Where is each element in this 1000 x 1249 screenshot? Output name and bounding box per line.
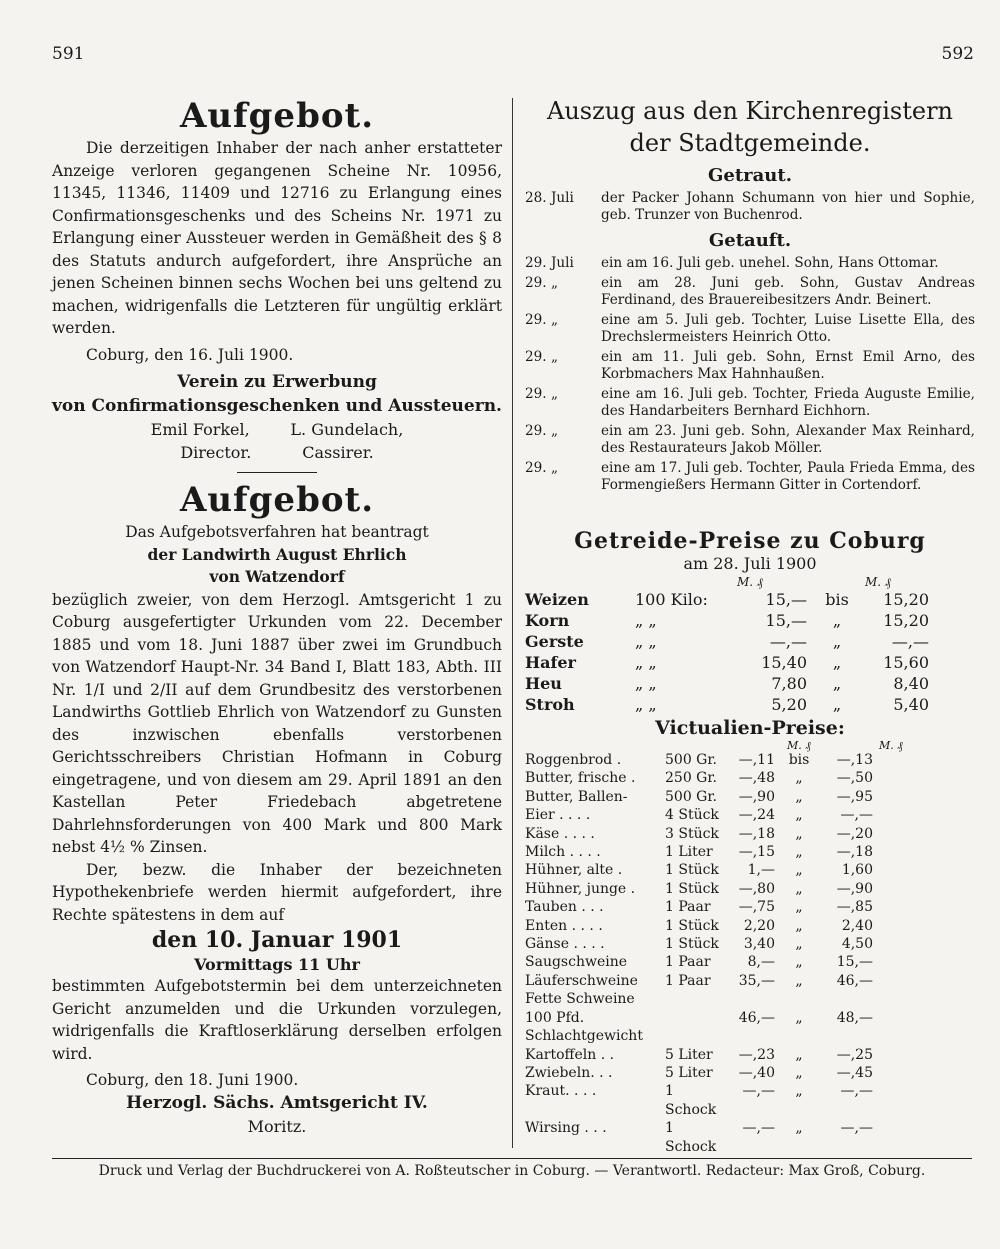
- grain-units-row: [525, 575, 975, 589]
- unit-label: M. ₰: [879, 739, 903, 752]
- item-name: Kraut. . . .: [525, 1083, 597, 1100]
- price-bis: „: [832, 632, 842, 651]
- victuals-row: [525, 843, 975, 861]
- price-from: —,23: [738, 1046, 775, 1063]
- entry-date: 29. „: [525, 423, 558, 439]
- item-name: Käse . . . .: [525, 825, 595, 842]
- price-to: 15,20: [883, 611, 929, 630]
- notice-title-2: Aufgebot.: [179, 480, 375, 520]
- price-from: —,90: [738, 788, 775, 805]
- victuals-row: [525, 751, 975, 769]
- unit-label: M. ₰: [737, 575, 763, 589]
- entry-text: ein am 28. Juni geb. Sohn, Gustav Andreas Ferdinand, des Brauereibesitzers Andr. Beinert.: [601, 275, 975, 308]
- baptism-entry: [525, 423, 975, 457]
- victuals-row: [525, 917, 975, 935]
- victuals-row: [525, 898, 975, 916]
- victuals-row: [525, 788, 975, 806]
- victuals-row: [525, 880, 975, 898]
- married-list: [525, 190, 975, 224]
- price-to: 8,40: [893, 674, 929, 693]
- baptism-entry: [525, 349, 975, 383]
- price-bis: „: [832, 611, 842, 630]
- price-to: 46,—: [836, 972, 873, 989]
- court-name: Herzogl. Sächs. Amtsgericht IV.: [126, 1092, 428, 1113]
- price-from: 15,40: [761, 653, 807, 672]
- item-name: Saugschweine: [525, 954, 628, 971]
- price-from: —,40: [738, 1064, 775, 1081]
- notice-2-request: Der, bezw. die Inhaber der bezeichneten Hypothekenbriefe werden hiermit aufgefordert, ihre Rechte spätestens in dem auf: [52, 860, 502, 924]
- item-name: Tauben . . .: [525, 899, 604, 916]
- price-to: 1,60: [841, 862, 873, 879]
- price-to: —,—: [840, 807, 873, 824]
- grain-row: [525, 652, 975, 673]
- price-from: 5,20: [771, 695, 807, 714]
- price-from: —,18: [738, 825, 775, 842]
- price-bis: bis: [788, 752, 810, 768]
- price-from: —,11: [738, 752, 775, 768]
- separator-rule: [237, 472, 317, 473]
- item-quantity: 250 Gr.: [665, 770, 717, 787]
- item-quantity: 1 Stück: [665, 936, 719, 953]
- price-to: —,—: [840, 1083, 873, 1100]
- association-name-2: von Confirmationsgeschenken und Aussteuern.: [52, 396, 502, 416]
- price-to: —,—: [840, 1120, 873, 1137]
- page-number-right: 592: [941, 44, 974, 64]
- price-bis: „: [795, 770, 803, 787]
- item-quantity: 1 Paar: [665, 972, 711, 989]
- entry-date: 29. „: [525, 349, 558, 365]
- registry-title-1: Auszug aus den Kirchenregistern: [546, 97, 953, 125]
- price-from: 46,—: [738, 1009, 775, 1026]
- item-name: Wirsing . . .: [525, 1120, 607, 1137]
- price-bis: „: [795, 862, 803, 879]
- item-name: 100 Pfd. Schlachtgewicht: [525, 1009, 643, 1045]
- price-bis: „: [795, 788, 803, 805]
- place-date-1: Coburg, den 16. Juli 1900.: [86, 345, 294, 364]
- entry-date: 29. „: [525, 460, 558, 476]
- right-column: [525, 95, 975, 1156]
- item-name: Butter, frische .: [525, 770, 636, 787]
- grain-name: Hafer: [525, 653, 576, 672]
- victuals-price-table: [525, 751, 975, 1156]
- grain-row: [525, 631, 975, 652]
- victuals-row: [525, 861, 975, 879]
- price-to: —,20: [836, 825, 873, 842]
- price-bis: „: [795, 1064, 803, 1081]
- price-bis: bis: [825, 590, 849, 609]
- entry-text: eine am 16. Juli geb. Tochter, Frieda Auguste Emilie, des Handarbeiters Bernhard Eichhorn.: [601, 386, 975, 419]
- grain-name: Stroh: [525, 695, 575, 714]
- unit-label: M. ₰: [787, 739, 811, 752]
- judge-name: Moritz.: [247, 1116, 307, 1136]
- price-to: 15,20: [883, 590, 929, 609]
- column-divider: [512, 98, 513, 1148]
- price-to: —,95: [836, 788, 873, 805]
- item-name: Läuferschweine: [525, 972, 638, 989]
- victuals-row: [525, 953, 975, 971]
- unit-label: M. ₰: [865, 575, 891, 589]
- price-to: —,45: [836, 1064, 873, 1081]
- item-quantity: 3 Stück: [665, 825, 719, 842]
- entry-date: 29. Juli: [525, 255, 574, 271]
- victuals-prices-title: Victualien-Preise:: [655, 717, 845, 739]
- baptized-heading: Getauft.: [708, 230, 792, 251]
- baptism-entry: [525, 460, 975, 494]
- grain-quantity: 100 Kilo:: [635, 590, 708, 609]
- baptized-list: [525, 255, 975, 494]
- price-bis: „: [795, 972, 803, 989]
- grain-name: Weizen: [525, 590, 589, 609]
- price-from: —,—: [742, 1083, 775, 1100]
- price-from: 2,20: [743, 917, 775, 934]
- item-quantity: [665, 1009, 729, 1046]
- victuals-row: [525, 990, 975, 1008]
- grain-quantity: „ „: [635, 674, 657, 693]
- item-name: Roggenbrod .: [525, 752, 622, 768]
- baptism-entry: [525, 255, 975, 272]
- price-to: [823, 990, 873, 1008]
- grain-quantity: „ „: [635, 695, 657, 714]
- price-from: 35,—: [738, 972, 775, 989]
- price-bis: „: [795, 899, 803, 916]
- price-bis: [775, 990, 823, 1008]
- item-name: Kartoffeln . .: [525, 1046, 615, 1063]
- place-date-2: Coburg, den 18. Juni 1900.: [86, 1071, 299, 1089]
- married-heading: Getraut.: [708, 165, 792, 186]
- price-to: —,18: [836, 844, 873, 861]
- item-name: Hühner, alte .: [525, 862, 623, 879]
- victuals-row: [525, 1064, 975, 1082]
- victuals-row: [525, 972, 975, 990]
- item-quantity: 5 Liter: [665, 1064, 713, 1081]
- price-bis: „: [795, 1009, 803, 1026]
- item-quantity: 1 Paar: [665, 899, 711, 916]
- baptism-entry: [525, 312, 975, 346]
- entry-date: 29. „: [525, 386, 558, 402]
- price-from: 3,40: [743, 936, 775, 953]
- item-quantity: [665, 990, 729, 1008]
- grain-name: Gerste: [525, 632, 584, 651]
- notice-1-text: Die derzeitigen Inhaber der nach anher erstatteter Anzeige verloren gegangenen Scheine Nr. 10956, 11345, 11346, 11409 und 12716 zu Erlangung eines Confirmationsgeschenks und des Scheins Nr. 1971 zu Erlangung einer Aussteuer werden in Gemäßheit des § 8 des Statuts andurch aufgefordert, ihre Ansprüche an jenen Scheinen binnen sechs Wochen bei uns geltend zu machen, widrigenfalls die Letzteren für ungültig erklärt werden.: [52, 139, 502, 337]
- price-bis: „: [795, 1083, 803, 1100]
- victuals-row: [525, 769, 975, 787]
- victuals-units-row: [525, 739, 975, 751]
- entry-date: 28. Juli: [525, 190, 574, 206]
- grain-price-table: [525, 589, 975, 715]
- item-name: Eier . . . .: [525, 807, 591, 824]
- entry-text: ein am 23. Juni geb. Sohn, Alexander Max Reinhard, des Restaurateurs Jakob Möller.: [601, 423, 975, 456]
- price-to: —,90: [836, 880, 873, 897]
- grain-quantity: „ „: [635, 611, 657, 630]
- item-quantity: 4 Stück: [665, 807, 719, 824]
- price-bis: „: [795, 844, 803, 861]
- applicant-line-1: der Landwirth August Ehrlich: [147, 544, 407, 564]
- grain-name: Korn: [525, 611, 570, 630]
- item-name: Enten . . . .: [525, 917, 603, 934]
- price-bis: „: [795, 917, 803, 934]
- entry-text: der Packer Johann Schumann von hier und Sophie, geb. Trunzer von Buchenrod.: [601, 190, 975, 223]
- price-from: 15,—: [765, 611, 807, 630]
- price-bis: „: [795, 825, 803, 842]
- price-from: 15,—: [765, 590, 807, 609]
- price-to: 2,40: [841, 917, 873, 934]
- victuals-row: [525, 1046, 975, 1064]
- item-name: Fette Schweine: [525, 991, 635, 1008]
- item-name: Milch . . . .: [525, 844, 601, 861]
- victuals-row: [525, 1009, 975, 1046]
- grain-name: Heu: [525, 674, 562, 693]
- price-from: —,—: [742, 1120, 775, 1137]
- baptism-entry: [525, 386, 975, 420]
- signatory-roles: Director. Cassirer.: [180, 443, 374, 462]
- price-to: —,13: [836, 752, 873, 768]
- notice-2-closing: bestimmten Aufgebotstermin bei dem unterzeichneten Gericht anzumelden und die Urkunden vorzulegen, widrigenfalls die Kraftloserklärung derselben erfolgen wird.: [52, 977, 502, 1063]
- grain-prices-title: Getreide-Preise zu Coburg: [574, 528, 926, 554]
- notice-title-1: Aufgebot.: [179, 96, 375, 136]
- item-quantity: 1 Stück: [665, 862, 719, 879]
- grain-prices-date: am 28. Juli 1900: [683, 554, 817, 573]
- imprint-footer: Druck und Verlag der Buchdruckerei von A. Roßteutscher in Coburg. — Verantwortl. Redacteur: Max Groß, Coburg.: [52, 1158, 972, 1179]
- price-bis: „: [832, 695, 842, 714]
- price-from: —,80: [738, 880, 775, 897]
- married-entry: [525, 190, 975, 224]
- grain-row: [525, 694, 975, 715]
- grain-quantity: „ „: [635, 653, 657, 672]
- applicant-line-2: von Watzendorf: [209, 567, 345, 586]
- notice-2-intro: Das Aufgebotsverfahren hat beantragt: [125, 523, 429, 541]
- price-to: 15,60: [883, 653, 929, 672]
- item-name: Gänse . . . .: [525, 936, 605, 953]
- entry-text: eine am 17. Juli geb. Tochter, Paula Frieda Emma, des Formengießers Hermann Gitter in Cortendorf.: [601, 460, 975, 493]
- deadline-time: Vormittags 11 Uhr: [194, 955, 360, 974]
- entry-text: eine am 5. Juli geb. Tochter, Luise Lisette Ella, des Drechslermeisters Heinrich Otto.: [601, 312, 975, 345]
- price-bis: „: [795, 880, 803, 897]
- price-to: 4,50: [841, 936, 873, 953]
- item-quantity: 1 Stück: [665, 880, 719, 897]
- price-bis: „: [795, 1046, 803, 1063]
- price-from: —,48: [738, 770, 775, 787]
- price-to: 5,40: [893, 695, 929, 714]
- price-from: —,15: [738, 844, 775, 861]
- association-name-1: Verein zu Erwerbung: [177, 372, 377, 392]
- victuals-row: [525, 935, 975, 953]
- price-to: —,85: [836, 899, 873, 916]
- price-bis: „: [795, 936, 803, 953]
- item-name: Zwiebeln. . .: [525, 1064, 613, 1081]
- grain-quantity: „ „: [635, 632, 657, 651]
- item-name: Butter, Ballen-: [525, 788, 628, 805]
- item-quantity: 1 Liter: [665, 844, 713, 861]
- victuals-row: [525, 806, 975, 824]
- price-from: —,—: [769, 632, 807, 651]
- price-from: —,75: [738, 899, 775, 916]
- grain-row: [525, 610, 975, 631]
- price-bis: „: [832, 674, 842, 693]
- price-bis: „: [832, 653, 842, 672]
- price-bis: „: [795, 954, 803, 971]
- item-quantity: 500 Gr.: [665, 752, 717, 768]
- victuals-row: [525, 825, 975, 843]
- signatory-names: Emil Forkel, L. Gundelach,: [150, 420, 404, 439]
- item-quantity: 1 Schock: [665, 1083, 717, 1118]
- baptism-entry: [525, 275, 975, 309]
- price-to: 48,—: [836, 1009, 873, 1026]
- deadline-date: den 10. Januar 1901: [151, 927, 403, 953]
- left-column: [52, 95, 502, 1138]
- price-to: 15,—: [836, 954, 873, 971]
- item-quantity: 1 Schock: [665, 1120, 717, 1155]
- price-from: 8,—: [747, 954, 775, 971]
- price-from: —,24: [738, 807, 775, 824]
- registry-title-2: der Stadtgemeinde.: [629, 129, 871, 157]
- entry-date: 29. „: [525, 275, 558, 291]
- item-quantity: 1 Stück: [665, 917, 719, 934]
- price-bis: „: [795, 1120, 803, 1137]
- victuals-row: [525, 1119, 975, 1156]
- price-to: —,—: [891, 632, 929, 651]
- entry-text: ein am 16. Juli geb. unehel. Sohn, Hans Ottomar.: [601, 255, 939, 271]
- notice-2-text: bezüglich zweier, von dem Herzogl. Amtsgericht 1 zu Coburg ausgefertigter Urkunden vom 22. December 1885 und vom 18. Juni 1887 über zwei im Grundbuch von Watzendorf Haupt-Nr. 34 Band I, Blatt 183, Abth. III Nr. 1/I und 2/II auf dem Grundbesitz des verstorbenen Landwirths Gottlieb Ehrlich von Watzendorf zu Gunsten des inzwischen ebenfalls verstorbenen Gerichtsschreibers Christian Hofmann in Coburg eingetragene, und von diesem am 29. April 1891 an den Kastellan Peter Friedebach abgetretene Dahrlehnsforderungen von 400 Mark und 800 Mark nebst 4½ % Zinsen.: [52, 590, 502, 856]
- price-bis: „: [795, 807, 803, 824]
- grain-row: [525, 673, 975, 694]
- grain-row: [525, 589, 975, 610]
- price-from: [729, 990, 775, 1008]
- price-from: 7,80: [771, 674, 807, 693]
- victuals-row: [525, 1082, 975, 1119]
- item-quantity: 1 Paar: [665, 954, 711, 971]
- item-name: Hühner, junge .: [525, 880, 636, 897]
- price-to: —,50: [836, 770, 873, 787]
- item-quantity: 5 Liter: [665, 1046, 713, 1063]
- item-quantity: 500 Gr.: [665, 788, 717, 805]
- page-number-left: 591: [52, 44, 85, 64]
- price-to: —,25: [836, 1046, 873, 1063]
- price-from: 1,—: [747, 862, 775, 879]
- entry-date: 29. „: [525, 312, 558, 328]
- entry-text: ein am 11. Juli geb. Sohn, Ernst Emil Arno, des Korbmachers Max Hahnhaußen.: [601, 349, 975, 382]
